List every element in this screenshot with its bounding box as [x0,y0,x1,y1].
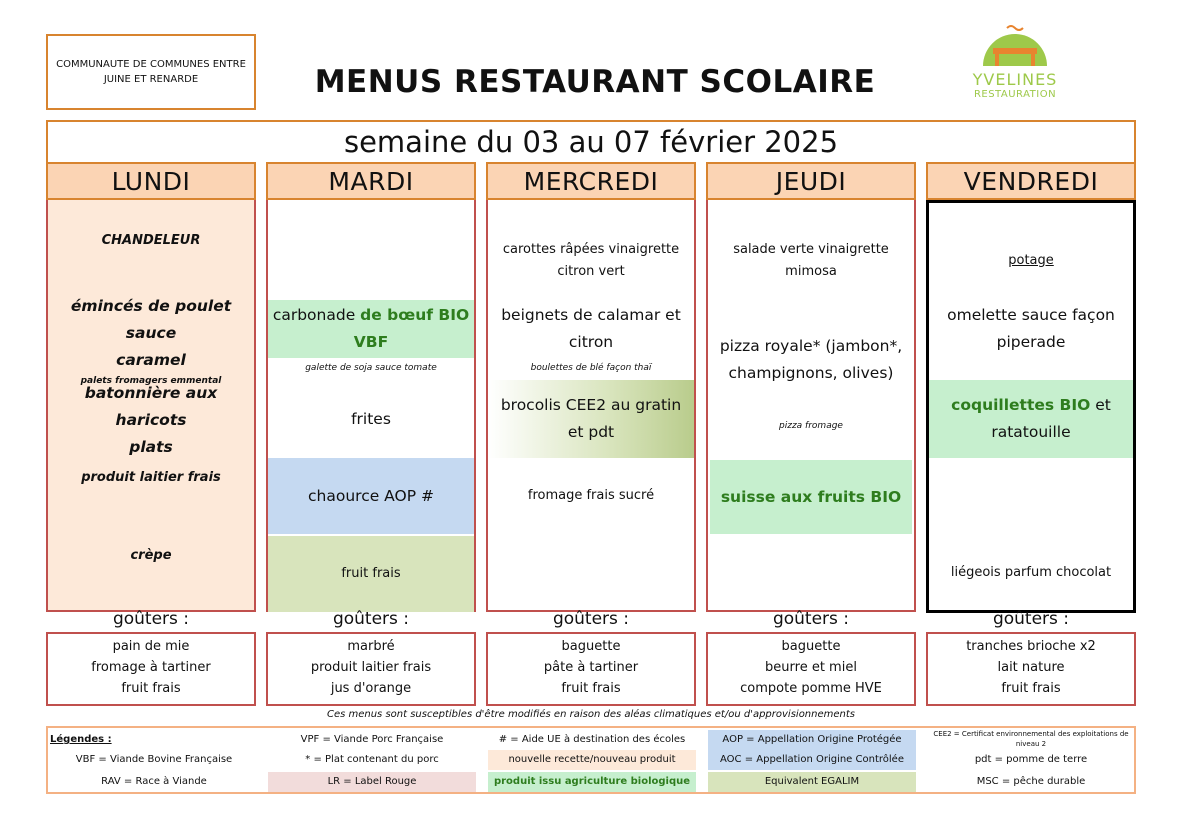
logo-text-restauration: RESTAURATION [973,89,1057,100]
mercredi-main-alt [488,358,694,378]
gouter-label-mercredi: goûters : [552,609,630,629]
day-header-mardi: MARDI [266,162,476,200]
menu-column-jeudi [706,200,916,612]
gouter-item: produit laitier frais [310,660,432,675]
legend-aide-ue: # = Aide UE à destination des écoles [498,734,686,745]
gouter-item: fruit frais [1001,681,1061,696]
mercredi-main [488,300,694,358]
jeudi-starter [708,226,914,296]
gouter-item: fromage à tartiner [91,660,211,675]
gouter-box-mercredi [486,632,696,706]
mercredi-dairy [488,458,694,534]
mercredi-side [488,380,694,458]
gouter-label-jeudi: goûters : [772,609,850,629]
gouter-label-vendredi: goûters : [992,609,1070,629]
gouter-item: pâte à tartiner [543,660,639,675]
main-dish-alternative: galette de soja sauce tomate [305,363,437,373]
mardi-main-alt [268,358,474,378]
mardi-dessert [268,536,474,612]
side-dish-line2: et pdt [567,423,615,441]
gouter-item: pain de mie [112,639,190,654]
main-dish-line1: beignets de calamar et [501,306,681,324]
side-dish-line2: ratatouille [991,423,1071,441]
dairy-item: chaource AOP # [308,486,434,505]
gouter-item: baguette [781,639,841,654]
lundi-dairy [48,458,254,498]
mercredi-starter [488,226,694,296]
gouter-item: lait nature [997,660,1065,675]
legend-vpf: VPF = Viande Porc Française [300,734,444,745]
legend-title: Légendes : [50,734,112,745]
main-dish-alternative: palets fromagers emmental [80,375,222,386]
day-header-vendredi: VENDREDI [926,162,1136,200]
gouter-item: baguette [561,639,621,654]
legend-msc: MSC = pêche durable [976,776,1086,787]
dessert-item: fruit frais [341,566,401,581]
dessert-item: liégeois parfum chocolat [950,565,1112,580]
main-dish-line1: émincés de poulet sauce [70,296,232,342]
page-title: MENUS RESTAURANT SCOLAIRE [314,64,876,100]
day-header-jeudi: JEUDI [706,162,916,200]
starter-line2: citron vert [557,264,625,279]
gouter-item: beurre et miel [765,660,857,675]
disclaimer-text: Ces menus sont susceptibles d'être modifiés en raison des aléas climatiques et/ou d'approvisionnements [326,709,856,720]
main-dish-line2: caramel [116,350,186,369]
main-dish-line1 [273,302,469,329]
menu-column-mercredi [486,200,696,612]
gouter-label-lundi: goûters : [112,609,190,629]
legend-aoc: AOC = Appellation Origine Contrôlée [708,750,916,770]
main-dish-line2: champignons, olives) [728,364,894,382]
menu-column-mardi [266,200,476,612]
mardi-side [268,380,474,458]
main-dish-alternative: pizza fromage [779,421,843,431]
legend-porc: * = Plat contenant du porc [305,754,439,765]
dairy-item: produit laitier frais [81,470,221,485]
starter-item: potage [1008,253,1054,268]
organization-box [46,34,256,110]
org-name-line2: JUINE ET RENARDE [103,74,199,85]
lundi-dessert [48,535,254,577]
mardi-dairy [268,458,474,534]
legend-egalim: Equivalent EGALIM [708,772,916,792]
logo-text-yvelines: YVELINES [972,70,1058,89]
event-chandeleur: CHANDELEUR [101,233,201,248]
jeudi-main [708,320,914,400]
legend-label-rouge: LR = Label Rouge [268,772,476,792]
week-title: semaine du 03 au 07 février 2025 [46,120,1136,162]
gouter-box-vendredi [926,632,1136,706]
org-name-line1: COMMUNAUTE DE COMMUNES ENTRE [56,59,246,70]
side-dish-line2: plats [129,437,173,456]
legend-vbf: VBF = Viande Bovine Française [75,754,233,765]
legend-rav: RAV = Race à Viande [101,776,207,787]
legend-pdt: pdt = pomme de terre [974,754,1088,765]
lundi-main [48,296,254,386]
starter-line1: carottes râpées vinaigrette [502,242,680,257]
gouter-box-jeudi [706,632,916,706]
menu-column-lundi [46,200,256,612]
main-dish-part1: carbonade [272,306,356,324]
side-dish-line1: batonnière aux haricots [84,383,218,429]
logo-icon [955,22,1075,72]
gouter-box-lundi [46,632,256,706]
gouter-label-mardi: goûters : [332,609,410,629]
gouter-item: jus d'orange [330,681,412,696]
vendredi-highlight-frame [926,200,1136,613]
jeudi-main-alt [708,416,914,436]
main-dish-alternative: boulettes de blé façon thaï [530,363,652,373]
legend-box [46,726,1136,794]
legend-bio: produit issu agriculture biologique [488,772,696,792]
dairy-item: fromage frais sucré [527,488,655,503]
legend-nouvelle-recette: nouvelle recette/nouveau produit [488,750,696,770]
main-dish-line2: piperade [996,333,1066,351]
main-dish-line2: citron [568,333,614,351]
side-dish-line1: brocolis CEE2 au gratin [500,396,682,414]
gouter-item: tranches brioche x2 [966,639,1096,654]
day-header-mercredi: MERCREDI [486,162,696,200]
yvelines-restauration-logo [955,22,1075,108]
dessert-item: crèpe [130,548,172,563]
side-dish-bio: coquillettes BIO [951,396,1091,414]
gouter-item: marbré [347,639,395,654]
lundi-event [48,200,254,282]
lundi-side [48,382,254,458]
side-dish: frites [351,409,391,428]
gouter-item: fruit frais [121,681,181,696]
starter-line2: mimosa [785,264,837,279]
main-dish-line1: pizza royale* (jambon*, [719,337,903,355]
mardi-main [268,300,474,358]
legend-aop: AOP = Appellation Origine Protégée [708,730,916,750]
jeudi-dairy [710,460,912,534]
gouter-item: compote pomme HVE [740,681,882,696]
day-header-lundi: LUNDI [46,162,256,200]
gouter-box-mardi [266,632,476,706]
main-dish-bio: de bœuf BIO [360,306,470,324]
main-dish-line1: omelette sauce façon [947,306,1115,324]
legend-cee2: CEE2 = Certificat environnemental des exploitations de niveau 2 [933,730,1129,748]
main-dish-line2: VBF [353,333,389,351]
dairy-item-bio: suisse aux fruits BIO [720,487,902,506]
side-dish-conj: et [1095,396,1111,414]
starter-line1: salade verte vinaigrette [733,242,889,257]
gouter-item: fruit frais [561,681,621,696]
